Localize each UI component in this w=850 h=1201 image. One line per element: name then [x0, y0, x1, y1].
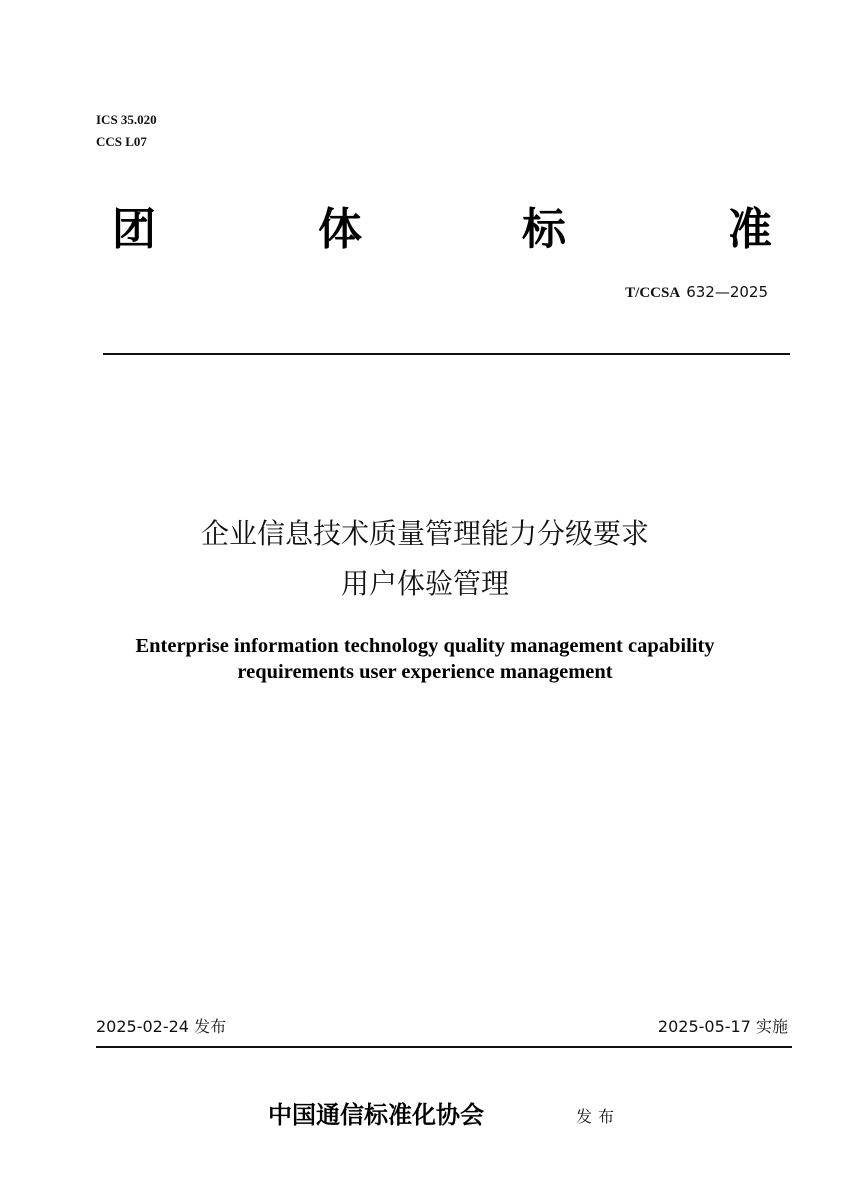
category-char-2: 体 [318, 204, 362, 255]
category-char-3: 标 [522, 204, 566, 255]
implement-date: 2025-05-17 实施 [657, 1017, 788, 1036]
bottom-divider [96, 1046, 792, 1048]
standard-number [625, 282, 768, 303]
title-cn-line2: 用户体验管理 [340, 567, 509, 600]
title-cn-line1: 企业信息技术质量管理能力分级要求 [200, 517, 649, 550]
title-en-line2: requirements user experience management [237, 661, 613, 683]
ccs-code: CCS L07 [96, 134, 147, 149]
top-divider [103, 353, 790, 355]
category-char-4: 准 [728, 204, 772, 255]
ics-code: ICS 35.020 [96, 112, 157, 127]
issuer-name: 中国通信标准化协会 [268, 1100, 484, 1129]
title-en-line1: Enterprise information technology quality management capability [135, 635, 715, 657]
standard-prefix: T/CCSA [625, 285, 681, 301]
publish-date: 2025-02-24 发布 [96, 1017, 227, 1036]
issuer-action: 发布 [576, 1107, 621, 1126]
standard-number-value: 632—2025 [686, 283, 768, 301]
category-char-1: 团 [112, 204, 156, 255]
